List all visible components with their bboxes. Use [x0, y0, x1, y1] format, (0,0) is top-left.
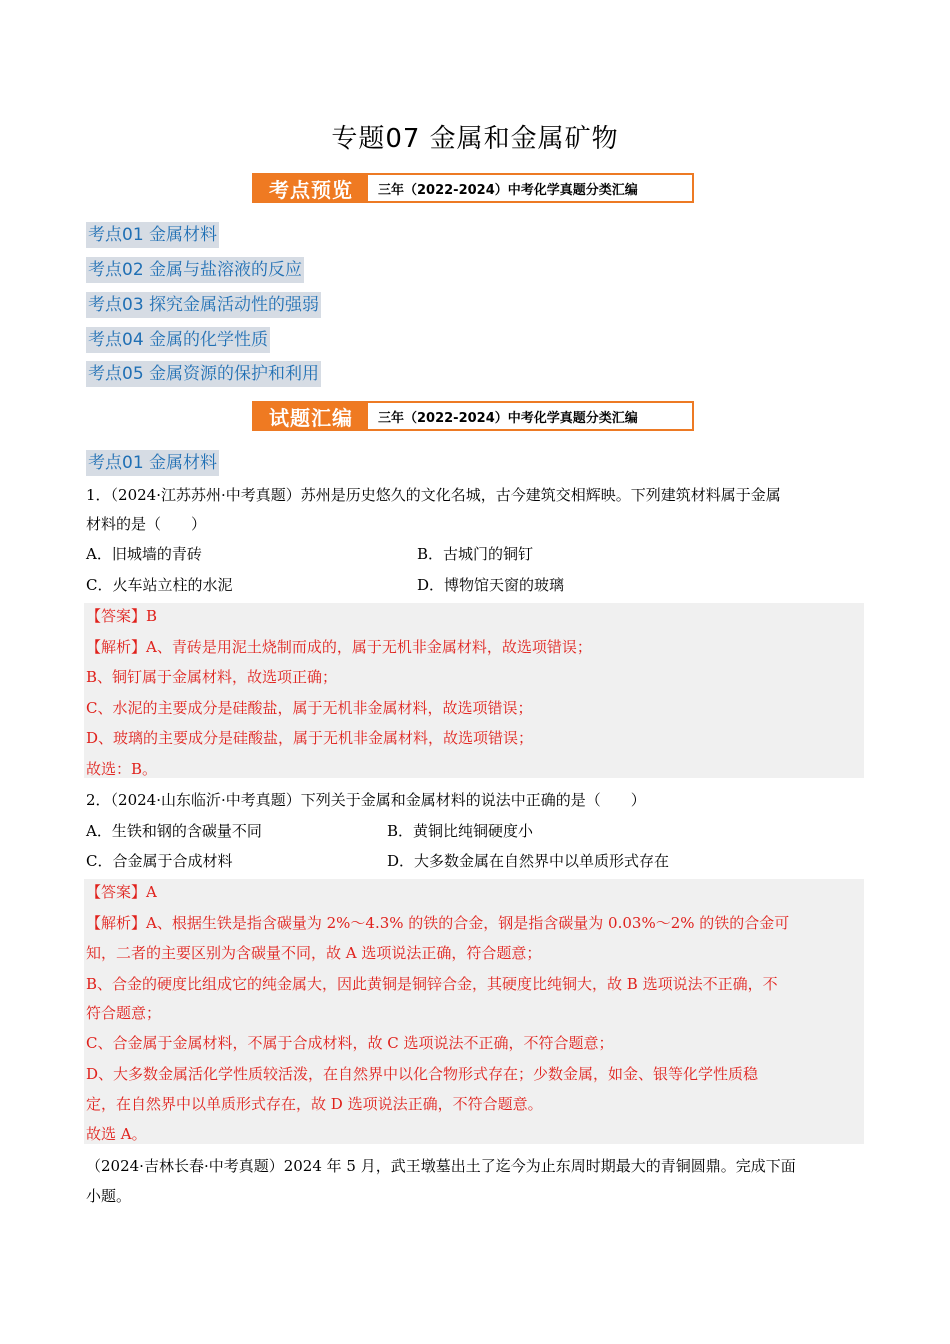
q2-option-b: B．黄铜比纯铜硬度小	[387, 822, 534, 840]
q1-option-a: A．旧城墙的青砖	[86, 545, 202, 563]
q1-answer-block	[84, 603, 864, 778]
q1-analysis-line: 【解析】A、青砖是用泥土烧制而成的，属于无机非金属材料，故选项错误；	[86, 638, 592, 656]
q2-option-c: C．合金属于合成材料	[86, 852, 233, 870]
q1-analysis-line: C、水泥的主要成分是硅酸盐，属于无机非金属材料，故选项错误；	[86, 699, 533, 717]
q2-analysis-line: B、合金的硬度比组成它的纯金属大，因此黄铜是铜锌合金，其硬度比纯铜大，故 B 选项说法不正确，不	[86, 975, 778, 993]
q1-answer: 【答案】B	[86, 607, 158, 625]
q1-analysis-line: D、玻璃的主要成分是硅酸盐，属于无机非金属材料，故选项错误；	[86, 729, 534, 747]
toc-item-02[interactable]: 考点02 金属与盐溶液的反应	[86, 257, 304, 283]
section-heading: 考点01 金属材料	[86, 450, 219, 476]
q1-option-b: B．古城门的铜钉	[417, 545, 534, 563]
q1-stem-line2: 材料的是（ ）	[86, 515, 207, 533]
banner-tag: 试题汇编	[254, 403, 368, 429]
toc-item-01[interactable]: 考点01 金属材料	[86, 222, 219, 248]
q2-option-a: A．生铁和钢的含碳量不同	[86, 822, 262, 840]
q3-stem-line2: 小题。	[86, 1187, 132, 1205]
q2-answer: 【答案】A	[86, 883, 157, 901]
banner-subtitle: 三年（2022-2024）中考化学真题分类汇编	[378, 182, 638, 198]
q1-analysis-line: B、铜钉属于金属材料，故选项正确；	[86, 668, 338, 686]
q2-analysis-line: 符合题意；	[86, 1004, 162, 1022]
q2-analysis-line: 知，二者的主要区别为含碳量不同，故 A 选项说法正确，符合题意；	[86, 944, 542, 962]
q2-stem-line1: 2．（2024·山东临沂·中考真题）下列关于金属和金属材料的说法中正确的是（ ）	[86, 791, 646, 809]
page-title: 专题07 金属和金属矿物	[331, 124, 619, 154]
toc-item-03[interactable]: 考点03 探究金属活动性的强弱	[86, 292, 321, 318]
q2-analysis-line: D、大多数金属活化学性质较活泼，在自然界中以化合物形式存在；少数金属，如金、银等化学性质稳	[86, 1065, 759, 1083]
q2-analysis-line: 故选 A。	[86, 1125, 147, 1143]
q2-analysis-line: 定，在自然界中以单质形式存在，故 D 选项说法正确，不符合题意。	[86, 1095, 543, 1113]
questions-banner	[252, 401, 694, 431]
preview-banner	[252, 173, 694, 203]
banner-tag: 考点预览	[254, 175, 368, 201]
toc-item-04[interactable]: 考点04 金属的化学性质	[86, 327, 270, 353]
q1-option-c: C．火车站立柱的水泥	[86, 576, 233, 594]
q2-option-d: D．大多数金属在自然界中以单质形式存在	[387, 852, 670, 870]
q2-analysis-line: C、合金属于金属材料，不属于合成材料，故 C 选项说法不正确，不符合题意；	[86, 1034, 614, 1052]
toc-item-05[interactable]: 考点05 金属资源的保护和利用	[86, 361, 321, 387]
q1-analysis-line: 故选：B。	[86, 760, 158, 778]
banner-subtitle: 三年（2022-2024）中考化学真题分类汇编	[378, 410, 638, 426]
q1-option-d: D．博物馆天窗的玻璃	[417, 576, 565, 594]
q3-stem-line1: （2024·吉林长春·中考真题）2024 年 5 月，武王墩墓出土了迄今为止东周时期最大的青铜圆鼎。完成下面	[86, 1157, 796, 1175]
q2-analysis-line: 【解析】A、根据生铁是指含碳量为 2%～4.3% 的铁的合金，钢是指含碳量为 0.03%～2% 的铁的合金可	[86, 914, 790, 932]
q1-stem-line1: 1．（2024·江苏苏州·中考真题）苏州是历史悠久的文化名城，古今建筑交相辉映。下列建筑材料属于金属	[86, 486, 781, 504]
